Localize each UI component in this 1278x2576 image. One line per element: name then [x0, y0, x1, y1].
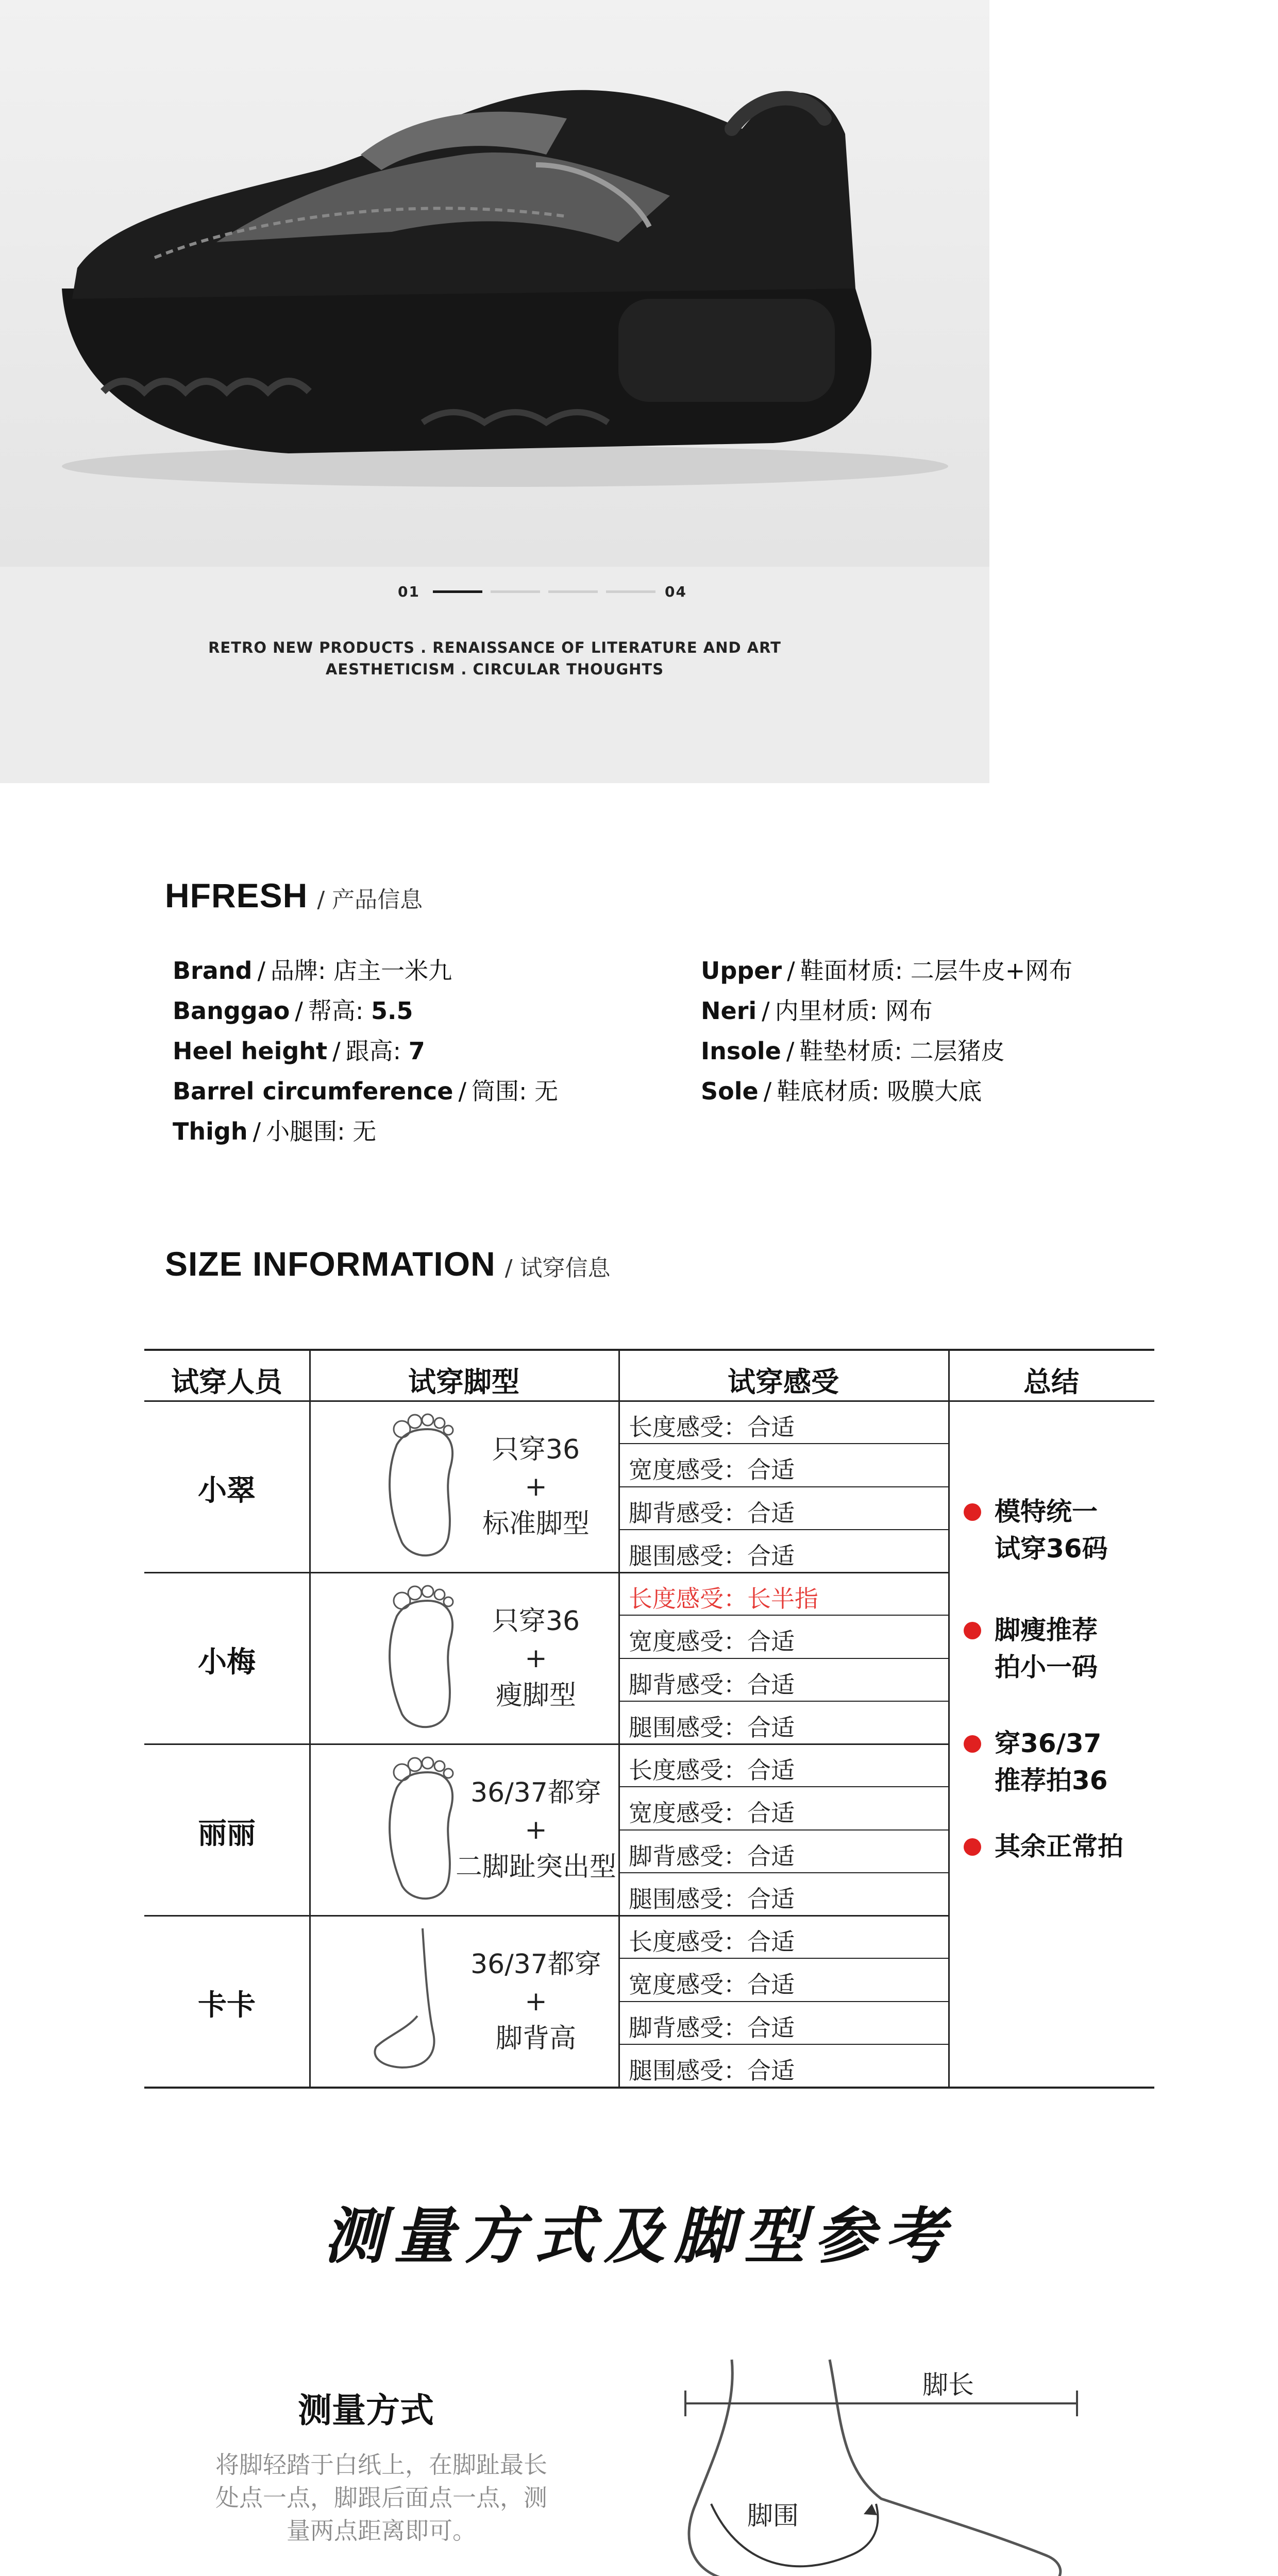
info-gap: [902, 1037, 910, 1065]
feeling-text: 宽度感受：合适: [629, 1628, 795, 1656]
info-value: 店主一米九: [333, 957, 452, 985]
summary-line-2: 推荐拍36: [995, 1766, 1108, 1795]
table-header-1: 试穿脚型: [408, 1366, 519, 1398]
table-header-0: 试穿人员: [171, 1366, 282, 1398]
fit-line: +: [525, 1471, 547, 1502]
info-sep: /: [787, 957, 795, 985]
feeling-text: 长度感受：合适: [629, 1413, 795, 1441]
summary-bullet-icon: [964, 1838, 981, 1856]
feeling-text: 腿围感受：合适: [629, 1541, 795, 1570]
info-label: 鞋面材质:: [800, 957, 903, 985]
summary-item: [995, 1612, 1098, 1686]
summary-line-2: 拍小一码: [995, 1652, 1098, 1682]
feeling-text: 脚背感受：合适: [629, 1842, 795, 1870]
info-gap: [903, 957, 911, 985]
product-info-title-cn: / 产品信息: [317, 887, 423, 913]
pager-bar-4[interactable]: [606, 590, 655, 593]
pager-start: 01: [398, 583, 420, 600]
info-row-0: [173, 952, 452, 986]
feeling-text: 腿围感受：合适: [629, 1885, 795, 1913]
pager-bar-2[interactable]: [491, 590, 540, 593]
info-key: Sole: [701, 1077, 759, 1105]
fit-description: [453, 1431, 618, 1543]
feeling-row-divider: [618, 1829, 948, 1831]
tester-name: 小梅: [198, 1645, 256, 1679]
info-sep: /: [332, 1037, 341, 1065]
table-col-divider: [309, 1349, 311, 2087]
info-sep: /: [762, 997, 770, 1025]
info-gap: [878, 997, 885, 1025]
info-key: Thigh: [173, 1117, 248, 1145]
product-info-heading: [165, 876, 423, 915]
feeling-text: 长度感受：合适: [629, 1756, 795, 1784]
fit-line: 36/37都穿: [470, 1949, 601, 1980]
feeling-text: 宽度感受：合适: [629, 1456, 795, 1484]
size-info-title-cn: / 试穿信息: [505, 1255, 611, 1281]
summary-line-1: 穿36/37: [995, 1728, 1102, 1758]
feeling-row-divider: [618, 1786, 948, 1787]
table-group-border: [144, 1915, 948, 1917]
fit-line: 脚背高: [495, 2023, 576, 2054]
info-sep: /: [257, 957, 265, 985]
tester-name: 卡卡: [198, 1988, 256, 2022]
info-sep: /: [786, 1037, 795, 1065]
method-description: [186, 2448, 577, 2547]
feeling-text: 脚背感受：合适: [629, 2013, 795, 2042]
fit-line: 只穿36: [492, 1434, 580, 1465]
info-key: Heel height: [173, 1037, 328, 1065]
table-col-divider: [618, 1349, 620, 2087]
info-key: Brand: [173, 957, 253, 985]
size-info-title-en: SIZE INFORMATION: [165, 1245, 496, 1283]
info-label: 品牌:: [270, 957, 326, 985]
info-label: 帮高:: [308, 997, 364, 1025]
fit-line: +: [525, 1643, 547, 1674]
info-label: 鞋垫材质:: [799, 1037, 902, 1065]
info-key: Upper: [701, 957, 782, 985]
fit-line: 瘦脚型: [495, 1680, 576, 1711]
foot-length-label: 脚长: [922, 2370, 974, 2400]
summary-item: [995, 1725, 1108, 1799]
fit-description: [453, 1774, 618, 1886]
info-label: 跟高:: [345, 1037, 401, 1065]
table-header-2: 试穿感受: [728, 1366, 839, 1398]
info-label: 内里材质:: [775, 997, 878, 1025]
fit-description: [453, 1603, 618, 1714]
hero-banner: [0, 0, 989, 783]
info-gap: [527, 1077, 534, 1105]
pager-bar-3[interactable]: [548, 590, 598, 593]
fit-line: 只穿36: [492, 1606, 580, 1637]
info-sep: /: [458, 1077, 466, 1105]
summary-bullet-icon: [964, 1503, 981, 1521]
info-value: 无: [352, 1117, 377, 1145]
info-row-right-0: [701, 952, 1072, 986]
feeling-row-divider: [618, 1872, 948, 1873]
summary-line-1: 模特统一: [995, 1497, 1098, 1527]
feeling-text: 腿围感受：合适: [629, 2056, 795, 2084]
feeling-text: 宽度感受：合适: [629, 1799, 795, 1827]
fit-line: +: [525, 1986, 547, 2017]
table-group-border: [144, 1572, 948, 1573]
summary-item: [995, 1828, 1123, 1865]
info-value: 5.5: [371, 997, 413, 1025]
info-gap: [880, 1077, 887, 1105]
fit-description: [453, 1946, 618, 2057]
size-table: [144, 1349, 1154, 2087]
summary-bullet-icon: [964, 1622, 981, 1639]
pager-bar-1[interactable]: [433, 590, 482, 593]
feeling-row-divider: [618, 2044, 948, 2045]
summary-item: [995, 1493, 1108, 1567]
info-value: 无: [534, 1077, 559, 1105]
size-info-heading: [165, 1244, 611, 1283]
info-gap: [326, 957, 333, 985]
sneaker-product-image: [0, 0, 989, 567]
feeling-row-divider: [618, 1486, 948, 1487]
info-value: 吸膜大底: [887, 1077, 982, 1105]
table-header-border: [144, 1400, 1154, 1402]
info-label: 小腿围:: [266, 1117, 345, 1145]
fit-line: +: [525, 1815, 547, 1845]
feeling-row-divider: [618, 1658, 948, 1659]
feeling-row-divider: [618, 1958, 948, 1959]
feeling-row-divider: [618, 1701, 948, 1702]
info-row-1: [173, 992, 413, 1026]
feeling-row-divider: [618, 1529, 948, 1530]
info-sep: /: [295, 997, 303, 1025]
feeling-row-divider: [618, 1443, 948, 1444]
pager-end: 04: [665, 583, 687, 600]
info-value: 7: [408, 1037, 425, 1065]
fit-line: 标准脚型: [482, 1509, 590, 1539]
info-key: Neri: [701, 997, 757, 1025]
info-sep: /: [253, 1117, 261, 1145]
summary-line-2: 试穿36码: [995, 1534, 1108, 1564]
method-desc-line-1: 将脚轻踏于白纸上，在脚趾最长: [215, 2451, 547, 2479]
image-pager[interactable]: [0, 577, 989, 603]
table-header-3: 总结: [1023, 1366, 1079, 1398]
feeling-text: 腿围感受：合适: [629, 1713, 795, 1741]
table-group-border: [144, 1743, 948, 1745]
info-key: Insole: [701, 1037, 781, 1065]
info-gap: [401, 1037, 409, 1065]
product-info-title-en: HFRESH: [165, 876, 308, 914]
info-row-right-3: [701, 1073, 982, 1107]
summary-line-1: 脚瘦推荐: [995, 1615, 1098, 1645]
feeling-row-divider: [618, 1615, 948, 1616]
method-title: 测量方式: [298, 2391, 434, 2430]
info-row-4: [173, 1113, 376, 1147]
fit-line: 二脚趾突出型: [455, 1852, 616, 1883]
info-sep: /: [763, 1077, 772, 1105]
info-row-right-2: [701, 1032, 1004, 1066]
info-row-right-1: [701, 992, 933, 1026]
fit-line: 36/37都穿: [470, 1777, 601, 1808]
method-desc-line-2: 处点一点，脚跟后面点一点，测: [215, 2484, 547, 2512]
summary-bullet-icon: [964, 1735, 981, 1753]
feeling-text: 长度感受：合适: [629, 1928, 795, 1956]
info-value: 二层牛皮+网布: [910, 957, 1073, 985]
feeling-text: 宽度感受：合适: [629, 1971, 795, 1999]
info-gap: [345, 1117, 353, 1145]
feeling-text: 长度感受：长半指: [629, 1585, 818, 1613]
hero-tagline-1: RETRO NEW PRODUCTS . RENAISSANCE OF LITERATURE AND ART: [208, 639, 781, 656]
hero-tagline-2: AESTHETICISM . CIRCULAR THOUGHTS: [325, 660, 664, 678]
info-key: Barrel circumference: [173, 1077, 453, 1105]
feeling-text: 脚背感受：合适: [629, 1499, 795, 1527]
feeling-text: 脚背感受：合适: [629, 1670, 795, 1699]
info-value: 二层猪皮: [910, 1037, 1005, 1065]
table-bottom-border: [144, 2087, 1154, 2089]
tester-name: 丽丽: [198, 1817, 256, 1851]
measure-section-title: 测量方式及脚型参考: [323, 2200, 954, 2272]
info-row-2: [173, 1032, 425, 1066]
method-desc-line-3: 量两点距离即可。: [287, 2517, 476, 2545]
feeling-row-divider: [618, 2001, 948, 2002]
info-label: 鞋底材质:: [777, 1077, 880, 1105]
tester-name: 小翠: [198, 1473, 256, 1507]
info-value: 网布: [885, 997, 933, 1025]
info-label: 筒围:: [471, 1077, 527, 1105]
info-key: Banggao: [173, 997, 290, 1025]
summary-line-1: 其余正常拍: [995, 1832, 1123, 1861]
info-row-3: [173, 1073, 558, 1107]
foot-measurement-diagram: [634, 2349, 1098, 2576]
info-gap: [363, 997, 371, 1025]
foot-girth-label: 脚围: [747, 2501, 799, 2531]
table-top-border: [144, 1349, 1154, 1351]
table-col-divider: [948, 1349, 950, 2087]
